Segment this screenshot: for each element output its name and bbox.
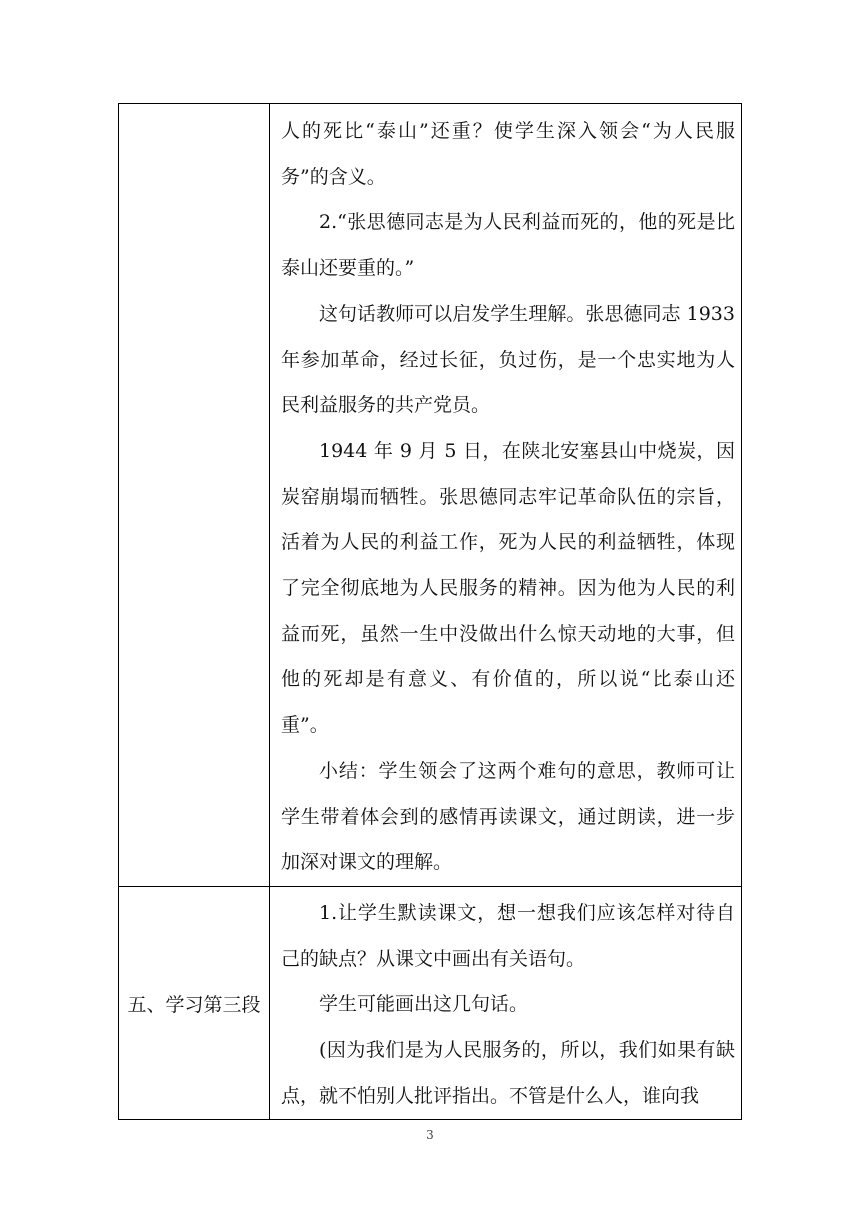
lesson-plan-table — [118, 103, 742, 1120]
page-number: 3 — [426, 1128, 434, 1142]
table-row — [119, 104, 742, 887]
paragraph: 小结：学生领会了这两个难句的意思，教师可让学生带着体会到的感情再读课文，通过朗读，进一步加深对课文的理解。 — [281, 759, 735, 874]
paragraph: 1944 年 9 月 5 日，在陕北安塞县山中烧炭，因炭窑崩塌而牺牲。张思德同志牢记革命队伍的宗旨，活着为人民的利益工作，死为人民的利益牺牲，体现了完全彻底地为人民服务的精神。因为他为人民的利益而死，虽然一生中没做出什么惊天动地的大事，但他的死却是有意义、有价值的，所以说“比泰山还重”。 — [281, 439, 735, 737]
paragraph: (因为我们是为人民服务的，所以，我们如果有缺点，就不怕别人批评指出。不管是什么人，谁向我 — [281, 1039, 735, 1107]
section-label: 五、学习第三段 — [127, 993, 261, 1016]
content-cell — [270, 886, 742, 1120]
table-row — [119, 886, 742, 1120]
section-label-cell — [119, 886, 270, 1120]
paragraph: 1.让学生默读课文，想一想我们应该怎样对待自己的缺点？从课文中画出有关语句。 — [281, 901, 735, 970]
content-cell — [270, 104, 742, 887]
paragraph: 学生可能画出这几句话。 — [319, 993, 529, 1016]
section-label-cell — [119, 104, 270, 887]
paragraph: 2.“张思德同志是为人民利益而死的，他的死是比泰山还要重的。” — [281, 211, 735, 280]
paragraph: 这句话教师可以启发学生理解。张思德同志 1933 年参加革命，经过长征，负过伤，是一个忠实地为人民利益服务的共产党员。 — [281, 302, 735, 417]
paragraph: 人的死比“泰山”还重？使学生深入领会“为人民服务”的含义。 — [281, 120, 735, 188]
